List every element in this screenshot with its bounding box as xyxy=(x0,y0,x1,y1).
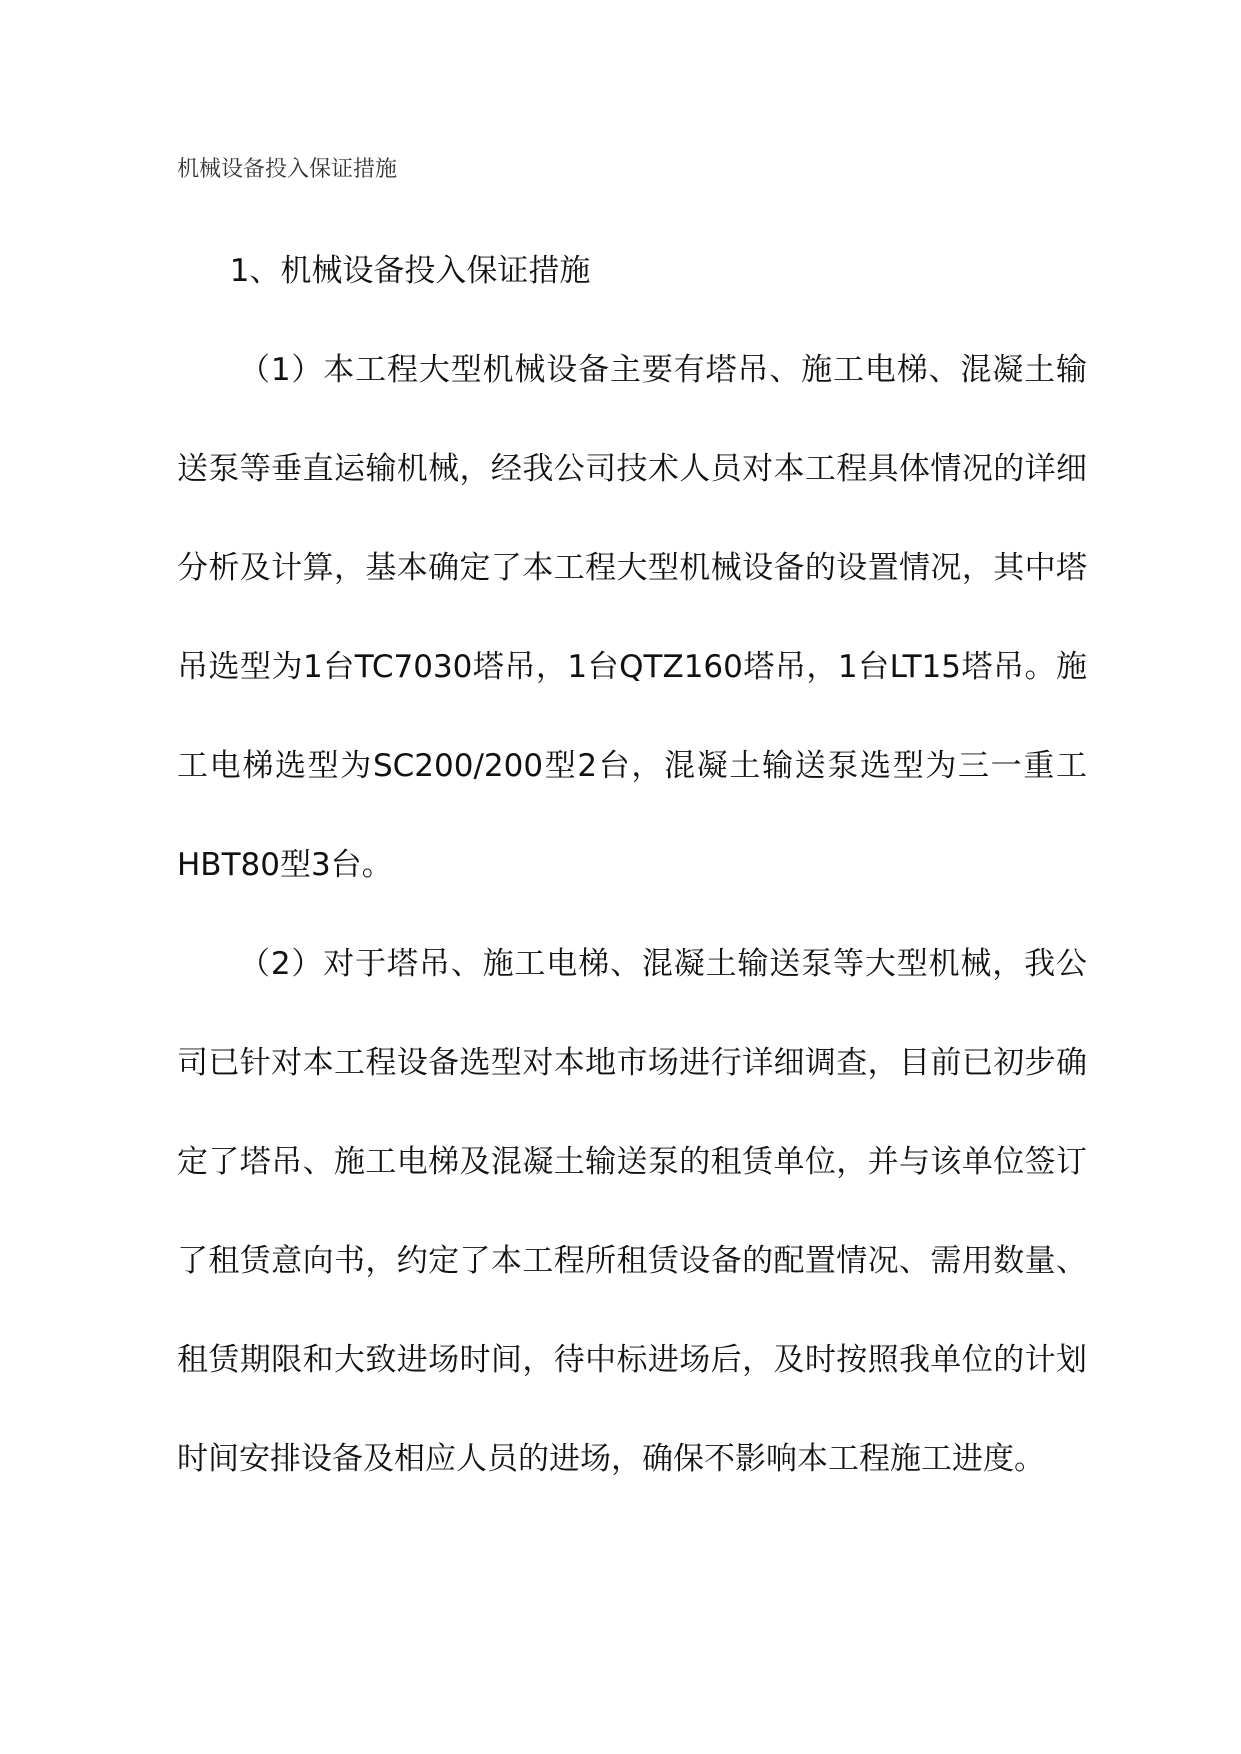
paragraph-2: （2）对于塔吊、施工电梯、混凝土输送泵等大型机械，我公司已针对本工程设备选型对本地市场进行详细调查，目前已初步确定了塔吊、施工电梯及混凝土输送泵的租赁单位，并与该单位签订了租赁意向书，约定了本工程所租赁设备的配置情况、需用数量、租赁期限和大致进场时间，待中标进场后，及时按照我单位的计划时间安排设备及相应人员的进场，确保不影响本工程施工进度。 xyxy=(177,946,1087,1477)
section-heading: 1、机械设备投入保证措施 xyxy=(229,253,591,289)
paragraph-1: （1）本工程大型机械设备主要有塔吊、施工电梯、混凝土输送泵等垂直运输机械，经我公司技术人员对本工程具体情况的详细分析及计算，基本确定了本工程大型机械设备的设置情况，其中塔吊选型为1台TC7030塔吊，1台QTZ160塔吊，1台LT15塔吊。施工电梯选型为SC200/200型2台，混凝土输送泵选型为三一重工HBT80型3台。 xyxy=(177,352,1087,883)
document-body xyxy=(177,222,1087,1509)
document-header: 机械设备投入保证措施 xyxy=(177,157,398,182)
